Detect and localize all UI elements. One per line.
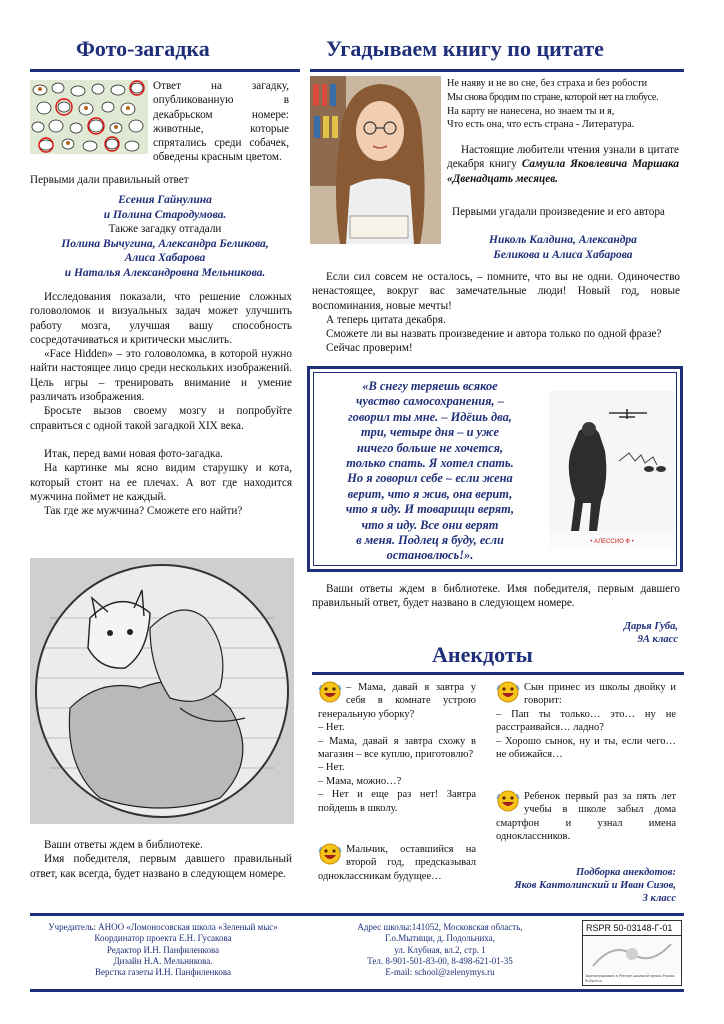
paragraph: Имя победителя, первым давшего правильный ответ, как всегда, будет названо в следующем номере. [30, 853, 292, 880]
joke-line: Сын принес из школы двойку и говорит: [524, 682, 676, 707]
credit-line: Подборка анекдотов: [575, 867, 676, 878]
paragraph: А теперь цитата декабря. [326, 313, 446, 326]
left-outro [30, 838, 292, 881]
joke-line: – Хорошо сынок, ну и ты, если чего… не обижайся… [496, 735, 676, 761]
joke-line: – Мама, давай я завтра у себя в комнате устрою генеральную уборку? [318, 682, 476, 720]
joke-line: – Нет и еще раз нет! Завтра пойдешь в школу. [318, 789, 476, 814]
guessed-winners [447, 233, 679, 262]
footer-rule [30, 913, 684, 916]
joke-1 [318, 681, 476, 815]
girl-reading-photo [310, 76, 441, 244]
quote-line: верит, что я жив, она верит, [347, 486, 513, 501]
readers-text: Настоящие любители чтения узнали в цитате декабря книгу [447, 144, 679, 171]
author-class: 9А класс [637, 634, 678, 645]
joke-text: Ребенок первый раз за пять лет учебы в школе забыл дома смартфон и узнал имена одноклассников. [496, 791, 676, 843]
winner-line: Николь Калдина, Александра [489, 234, 637, 246]
footer-line: Верстка газеты И.Н. Панфиленкова [95, 967, 231, 978]
footer-line: E-mail: school@zelenymys.ru [385, 967, 495, 978]
joke-4 [496, 790, 676, 844]
winner-line: Полина Вычугина, Александра Беликова, [61, 237, 269, 250]
first-winners [30, 193, 300, 280]
joke-text: Мальчик, оставшийся на второй год, предсказывал одноклассникам будущее… [318, 844, 476, 882]
footer-credits [30, 922, 296, 978]
joke-line: – Нет. [318, 722, 345, 734]
footer-line: Координатор проекта Е.Н. Гусакова [94, 933, 232, 944]
paragraph: Ваши ответы ждем в библиотеке. [44, 839, 203, 851]
winner-line: и Полина Стародумова. [103, 208, 227, 221]
poem-line: Что есть она, что есть страна - Литература. [447, 119, 635, 131]
footer-bottom-rule [30, 989, 684, 992]
credit-line: Яков Кантолинский и Иван Сизов, [514, 880, 676, 891]
footer-line: Учредитель: АНОО «Ломоносовская школа «Зеленый мыс» [48, 922, 278, 932]
quote-line: чувство самосохранения, – [356, 394, 504, 409]
joke-line: – Мама, можно…? [318, 775, 402, 787]
illustration-caption: • АЛЕССИО Ф • [590, 539, 634, 545]
quote-line: в меня. Подлец я буду, если [356, 533, 504, 548]
left-title-rule [30, 69, 300, 72]
winner-line: Алиса Хабарова [124, 252, 206, 264]
literature-poem [447, 77, 679, 132]
footer-line: Тел. 8-901-501-83-00, 8-498-621-01-35 [367, 955, 513, 966]
paragraph: Сможете ли вы назвать произведение и автора только по одной фразе? [326, 328, 662, 341]
first-correct-label: Первыми дали правильный ответ [30, 174, 189, 186]
old-woman-cat-engraving [30, 558, 294, 824]
rspr-note: Зарегистрировано в Реестре школьной прессы России. RuSprJr.ru [585, 974, 676, 983]
jokes-credit [480, 866, 676, 905]
book-quote-title: Угадываем книгу по цитате [326, 36, 604, 61]
right-answers: Ваши ответы ждем в библиотеке. Имя победителя, первым давшего правильный ответ, будет названо в следующем номере. [312, 583, 680, 610]
winner-line: Беликова и Алиса Хабарова [493, 248, 633, 261]
paragraph: Итак, перед вами новая фото-загадка. [44, 447, 223, 460]
answer-intro: Ответ на загадку, опубликованную в декабрьском номере: животные, которые спрятались среди собачек, обведены красным цветом. [153, 80, 289, 164]
quote-text [314, 379, 546, 564]
quote-line: «В снегу теряешь всякое [362, 379, 498, 393]
rspr-badge [582, 920, 682, 986]
footer-line: Редактор И.Н. Панфиленкова [106, 944, 220, 955]
guessed-label: Первыми угадали произведение и его автора [452, 206, 665, 218]
photo-riddle-title: Фото-загадка [76, 36, 210, 61]
right-article [312, 270, 680, 356]
jokes-title-rule [312, 672, 684, 675]
laughing-smiley-icon [496, 790, 520, 812]
paragraph: Сейчас проверим! [326, 342, 413, 355]
author-name: Дарья Губа, [623, 621, 678, 632]
joke-line: – Мама, давай я завтра схожу в магазин – все куплю, приготовлю? [318, 735, 476, 761]
winner-line: Есения Гайнулина [118, 194, 212, 206]
footer-line: Г.о.Мытищи, д. Подольниха, [385, 933, 495, 944]
laughing-smiley-icon [318, 843, 342, 865]
quote-line: что я иду. Все они верят [361, 517, 499, 532]
credit-line: 3 класс [642, 893, 676, 904]
footer-line: ул. Клубная, вл.2, стр. 1 [394, 944, 486, 955]
jokes-title: Анекдоты [432, 642, 533, 667]
dogs-puzzle-image [30, 80, 148, 154]
laughing-smiley-icon [318, 681, 342, 703]
paragraph: «Face Hidden» – это головоломка, в которой нужно найти настоящее лицо среди нескольких изображений. Цель игры – тренировать внимание и умение различать изображения. [30, 348, 292, 404]
footer-address [336, 922, 544, 978]
right-title-rule [310, 69, 684, 72]
book-title: Самуила Яковлевича Маршака «Двенадцать месяцев. [447, 158, 679, 185]
rspr-logo-icon [583, 936, 681, 974]
readers-paragraph [447, 143, 679, 186]
winner-line: и Наталья Александровна Мельникова. [64, 266, 266, 279]
quote-line: говорил ты мне. – Идёшь два, [348, 409, 512, 424]
paragraph: На картинке мы ясно видим старушку и кота, который стоит на ее плечах. А вот где находится мужчина поймет не каждый. [30, 462, 292, 503]
left-article [30, 290, 292, 518]
joke-line: – Пап ты только… это… ну не расстраивайся… ладно? [496, 708, 676, 734]
paragraph: Так где же мужчина? Сможете его найти? [44, 505, 243, 518]
quote-line: Но я говорил себе – если жена [347, 471, 513, 486]
quote-line: ничего больше не хочется, [356, 440, 504, 455]
rspr-code: RSPR 50-03148-Г-01 [583, 921, 681, 936]
paragraph: Бросьте вызов своему мозгу и попробуйте справиться с одной такой загадкой XIX века. [30, 405, 292, 432]
joke-2 [318, 843, 476, 883]
quote-line: что я иду. И товарищи верят, [345, 502, 515, 517]
also-label: Также загадку отгадали [108, 223, 222, 235]
poem-line: Не наяву и не во сне, без страха и без робости [447, 78, 648, 89]
quote-line: только спать. Я хотел спать. [346, 456, 514, 471]
quote-box [307, 366, 683, 572]
quote-frame [313, 372, 677, 566]
quote-line: три, четыре дня – и уже [361, 425, 499, 440]
laughing-smiley-icon [496, 681, 520, 703]
poem-line: На карту не нанесена, но знаем ты и я, [447, 105, 615, 117]
poem-line: Мы снова бродим по стране, которой нет на глобусе. [447, 91, 659, 103]
joke-3 [496, 681, 676, 761]
paragraph: Если сил совсем не осталось, – помните, что вы не одни. Одиночество ненастоящее, вокруг вас замечательные люди! Новый год, новые воспоминания, новые мечты! [312, 271, 680, 312]
joke-line: – Нет. [318, 762, 345, 774]
footer-line: Адрес школы:141052, Московская область, [357, 922, 523, 932]
footer-line: Дизайн Н.А. Мельникова. [113, 955, 213, 966]
paragraph: Исследования показали, что решение сложных головоломок и визуальных задач может улучшить работу мозга, улучшая вашу способность сосредотачиваться и критически мыслить. [30, 291, 292, 346]
book-illustration [549, 391, 675, 549]
quote-line: остановлюсь!». [386, 548, 474, 563]
